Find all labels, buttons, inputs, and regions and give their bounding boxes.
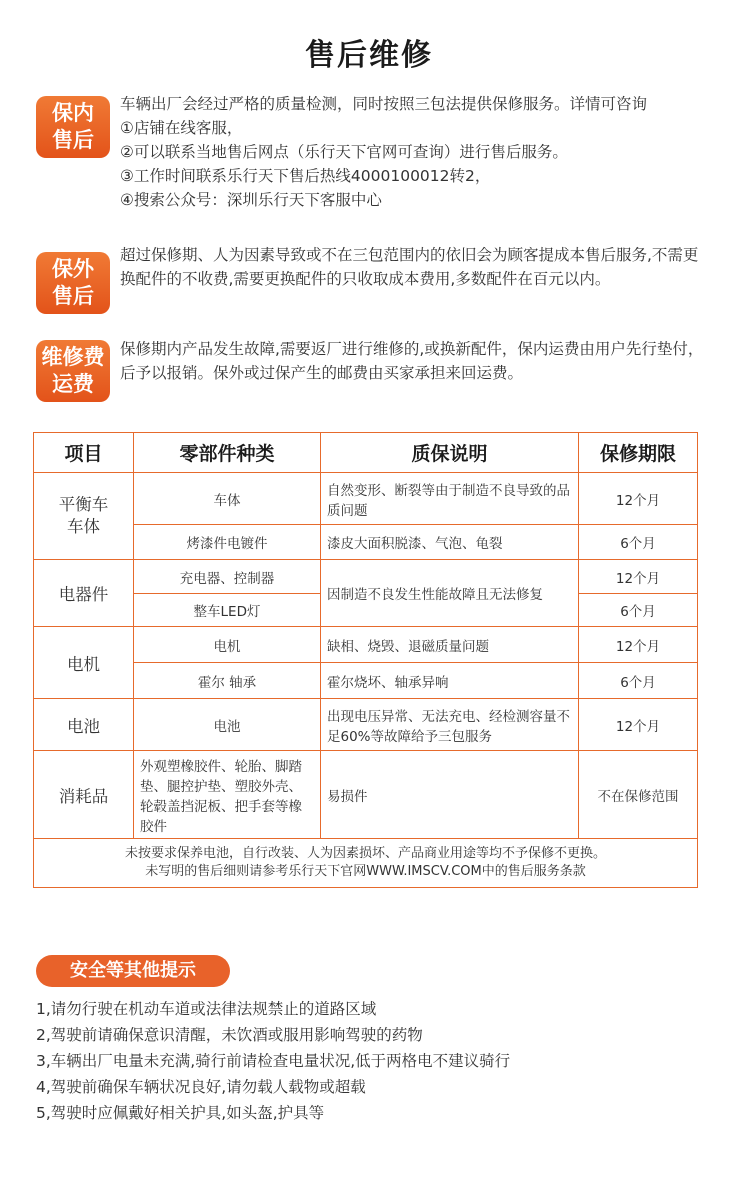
policy-line: 超过保修期、人为因素导致或不在三包范围内的依旧会为顾客提成本售后服务,不需更换配件的不收费,需要更换配件的只收取成本费用,多数配件在百元以内。 (120, 246, 699, 288)
period-cell: 6个月 (579, 525, 698, 560)
desc-cell: 漆皮大面积脱漆、气泡、龟裂 (321, 525, 579, 560)
part-cell: 霍尔 轴承 (134, 663, 321, 699)
table-row (34, 627, 698, 663)
table-row (34, 560, 698, 594)
table-row (34, 663, 698, 699)
table-footer-row (34, 839, 698, 888)
period-cell: 12个月 (579, 699, 698, 751)
period-cell: 12个月 (579, 560, 698, 594)
policy-line: ④搜索公众号：深圳乐行天下客服中心 (120, 191, 382, 209)
policy-line: 车辆出厂会经过严格的质量检测，同时按照三包法提供保修服务。详情可咨询 (120, 95, 648, 113)
footer-line-2: 未写明的售后细则请参考乐行天下官网WWW.IMSCV.COM中的售后服务条款 (145, 864, 586, 879)
desc-cell: 因制造不良发生性能故障且无法修复 (321, 560, 579, 627)
table-row (34, 473, 698, 525)
warranty-table (33, 432, 698, 888)
period-cell: 6个月 (579, 663, 698, 699)
policy-badge: 维修费 运费 (36, 340, 110, 402)
part-cell: 外观塑橡胶件、轮胎、脚踏垫、腿控护垫、塑胶外壳、轮毂盖挡泥板、把手套等橡胶件 (134, 751, 321, 839)
part-cell: 充电器、控制器 (134, 560, 321, 594)
table-footer-note (34, 839, 698, 888)
header-part-type: 零部件种类 (134, 433, 321, 473)
header-warranty-period: 保修期限 (579, 433, 698, 473)
part-cell: 烤漆件电镀件 (134, 525, 321, 560)
policy-badge: 保内 售后 (36, 96, 110, 158)
table-header-row (34, 433, 698, 473)
period-cell: 12个月 (579, 473, 698, 525)
desc-cell: 易损件 (321, 751, 579, 839)
table-row (34, 751, 698, 839)
list-item: 1,请勿行驶在机动车道或法律法规禁止的道路区域 (36, 1000, 377, 1018)
period-cell: 6个月 (579, 594, 698, 627)
desc-cell: 出现电压异常、无法充电、经检测容量不足60%等故障给予三包服务 (321, 699, 579, 751)
part-cell: 整车LED灯 (134, 594, 321, 627)
policy-text (120, 92, 710, 212)
policy-line: ③工作时间联系乐行天下售后热线4000100012转2， (120, 167, 491, 185)
category-cell: 消耗品 (34, 751, 134, 839)
category-cell: 电池 (34, 699, 134, 751)
list-item: 3,车辆出厂电量未充满,骑行前请检查电量状况,低于两格电不建议骑行 (36, 1052, 511, 1070)
list-item: 5,驾驶时应佩戴好相关护具,如头盔,护具等 (36, 1104, 325, 1122)
table-row (34, 699, 698, 751)
period-cell: 12个月 (579, 627, 698, 663)
footer-line-1: 未按要求保养电池，自行改装、人为因素损坏、产品商业用途等均不予保修不更换。 (124, 846, 606, 861)
policy-text (120, 243, 710, 291)
category-cell: 电器件 (34, 560, 134, 627)
header-item: 项目 (34, 433, 134, 473)
category-cell: 平衡车 车体 (34, 473, 134, 560)
desc-cell: 缺相、烧毁、退磁质量问题 (321, 627, 579, 663)
header-warranty-desc: 质保说明 (321, 433, 579, 473)
period-cell: 不在保修范围 (579, 751, 698, 839)
list-item: 2,驾驶前请确保意识清醒，未饮酒或服用影响驾驶的药物 (36, 1026, 423, 1044)
policy-line: ①店铺在线客服， (120, 119, 243, 137)
policy-text (120, 337, 710, 385)
category-cell: 电机 (34, 627, 134, 699)
desc-cell: 自然变形、断裂等由于制造不良导致的品质问题 (321, 473, 579, 525)
safety-list (36, 996, 716, 1126)
part-cell: 车体 (134, 473, 321, 525)
policy-badge: 保外 售后 (36, 252, 110, 314)
desc-cell: 霍尔烧坏、轴承异响 (321, 663, 579, 699)
policy-line: 保修期内产品发生故障,需要返厂进行维修的,或换新配件，保内运费由用户先行垫付，后予以报销。保外或过保产生的邮费由买家承担来回运费。 (120, 340, 704, 382)
policy-line: ②可以联系当地售后网点（乐行天下官网可查询）进行售后服务。 (120, 143, 568, 161)
table-row (34, 525, 698, 560)
page-title: 售后维修 (305, 38, 433, 73)
safety-section-title: 安全等其他提示 (36, 955, 230, 987)
part-cell: 电机 (134, 627, 321, 663)
part-cell: 电池 (134, 699, 321, 751)
list-item: 4,驾驶前确保车辆状况良好,请勿载人载物或超载 (36, 1078, 366, 1096)
